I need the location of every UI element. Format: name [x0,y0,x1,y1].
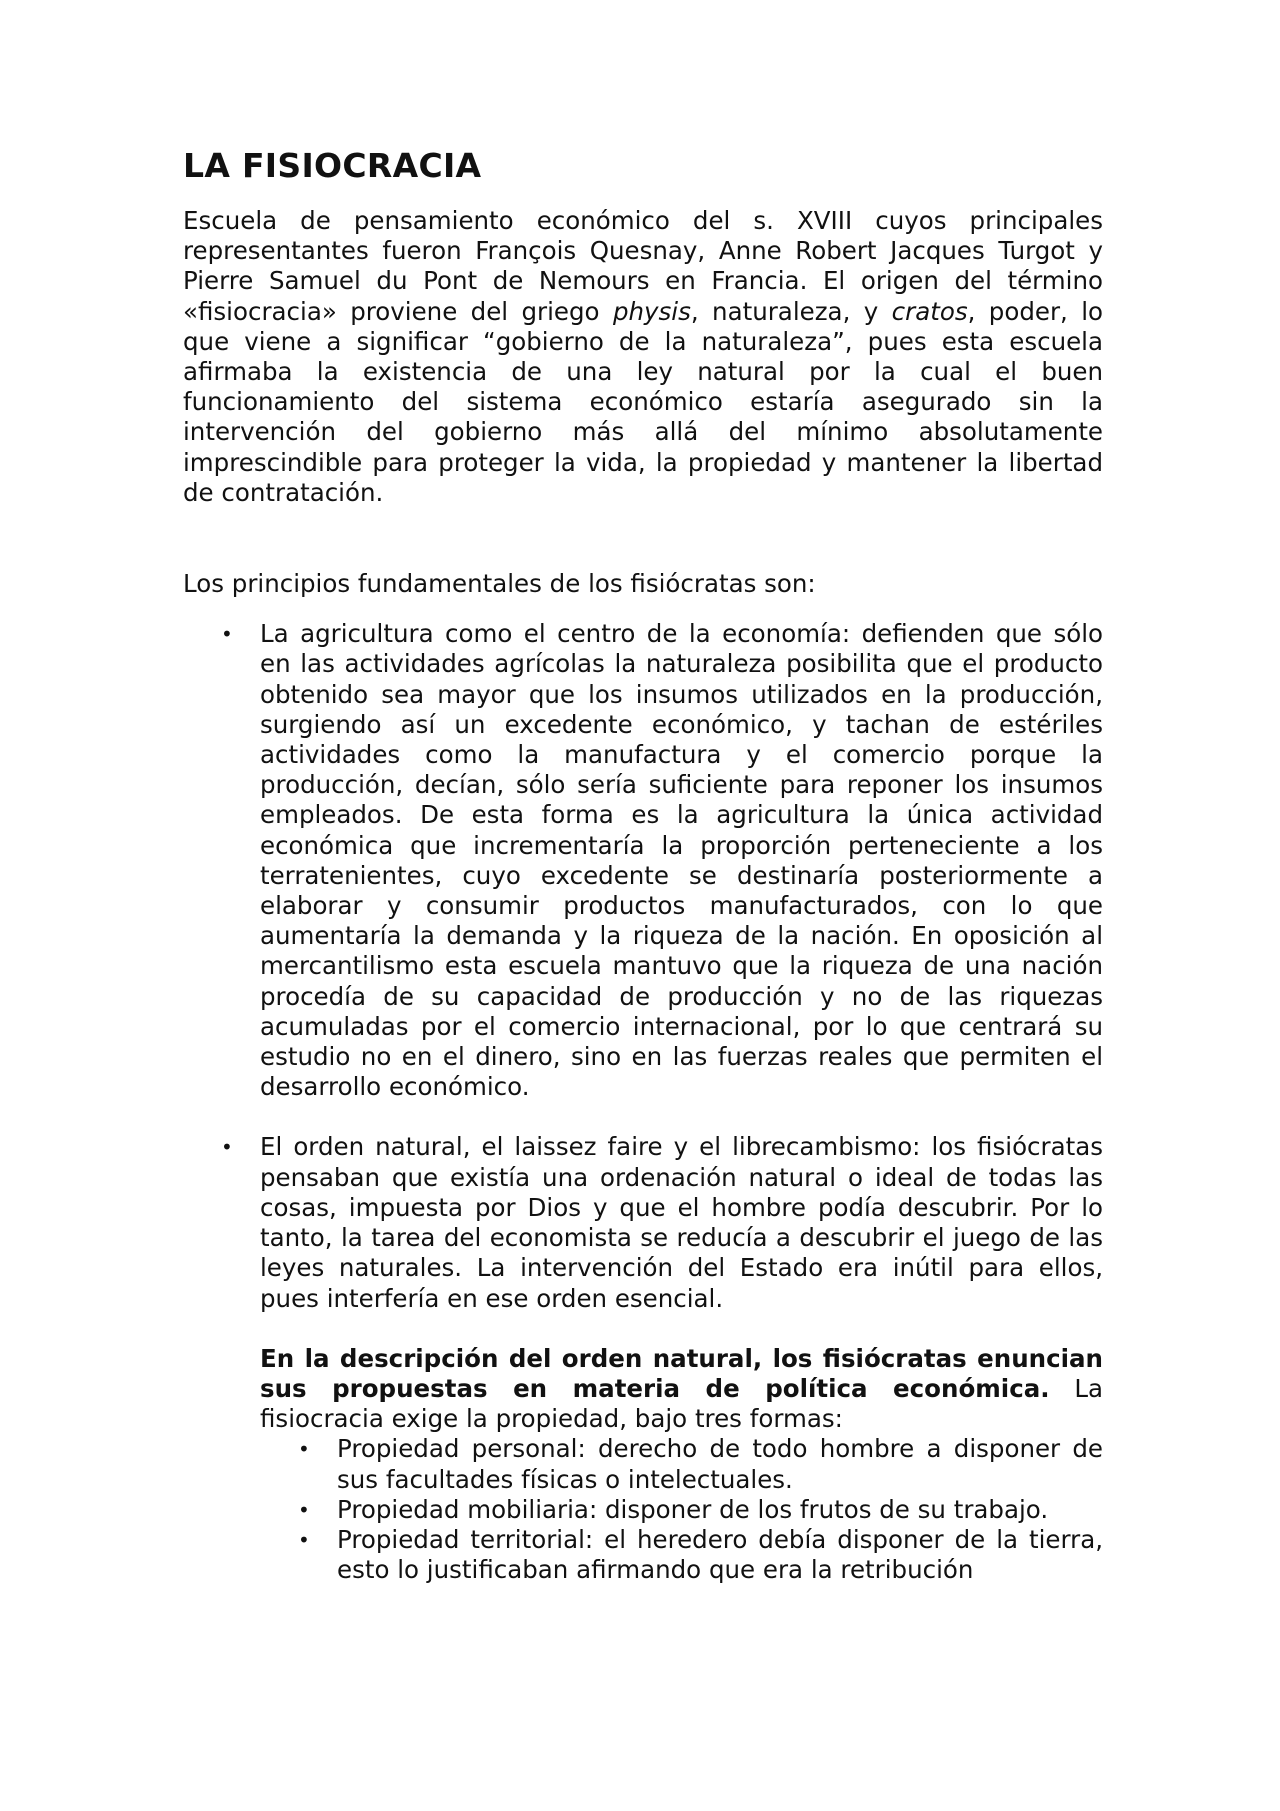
term-cratos: cratos [891,296,968,326]
property-personal: Propiedad personal: derecho de todo hombre a disponer de sus facultades físicas o intelectuales. [337,1434,1103,1494]
bullet-glyph: • [298,1497,310,1522]
intro-text-2: , naturaleza, y [690,296,892,326]
intro-paragraph [183,206,1103,508]
policy-bold-text: En la descripción del orden natural, los fisiócratas enuncian sus propuestas en materia de política económica. [260,1343,1103,1403]
list-item [260,1525,1103,1585]
bullet-glyph: • [221,1135,233,1160]
document-title: LA FISIOCRACIA [183,146,482,185]
property-mobiliaria: Propiedad mobiliaria: disponer de los frutos de su trabajo. [337,1494,1049,1524]
property-forms-list [260,1434,1103,1585]
list-item [183,1132,1103,1585]
term-physis: physis [612,296,691,326]
list-item [183,619,1103,1102]
principle-agriculture: La agricultura como el centro de la economía: defienden que sólo en las actividades agrícolas la naturaleza posibilita que el producto obtenido sea mayor que los insumos utilizados en la producción, surgiendo así un excedente económico, y tachan de estériles actividades como la manufactura y el comercio porque la producción, decían, sólo sería suficiente para reponer los insumos empleados. De esta forma es la agricultura la única actividad económica que incrementaría la proporción perteneciente a los terratenientes, cuyo excedente se destinaría posteriormente a elaborar y consumir productos manufacturados, con lo que aumentaría la demanda y la riqueza de la nación. En oposición al mercantilismo esta escuela mantuvo que la riqueza de una nación procedía de su capacidad de producción y no de las riquezas acumuladas por el comercio internacional, por lo que centrará su estudio no en el dinero, sino en las fuerzas reales que permiten el desarrollo económico. [260,619,1103,1102]
policy-paragraph [260,1344,1103,1435]
principles-lead: Los principios fundamentales de los fisiócratas son: [183,569,816,599]
intro-text-3: , poder, lo que viene a significar “gobierno de la naturaleza”, pues esta escuela afirmaba la existencia de una ley natural por la cual el buen funcionamiento del sistema económico estaría asegurado sin la intervención del gobierno más allá del mínimo absolutamente imprescindible para proteger la vida, la propiedad y mantener la libertad de contratación. [183,296,1103,507]
policy-rest-text: La fisiocracia exige la propiedad, bajo tres formas: [260,1373,1103,1434]
list-item [260,1434,1103,1494]
principles-list [183,619,1103,1585]
bullet-glyph: • [298,1527,310,1552]
list-item [260,1495,1103,1525]
bullet-glyph: • [221,622,233,647]
principle-natural-order: El orden natural, el laissez faire y el librecambismo: los fisiócratas pensaban que existía una ordenación natural o ideal de todas las cosas, impuesta por Dios y que el hombre podía descubrir. Por lo tanto, la tarea del economista se reducía a descubrir el juego de las leyes naturales. La intervención del Estado era inútil para ellos, pues interfería en ese orden esencial. [260,1132,1103,1313]
document-content [183,146,1103,1615]
bullet-glyph: • [298,1437,310,1462]
intro-text-1: Escuela de pensamiento económico del s. XVIII cuyos principales representantes fueron François Quesnay, Anne Robert Jacques Turgot y Pierre Samuel du Pont de Nemours en Francia. El origen del término «fisiocracia» proviene del griego [183,206,1103,326]
property-territorial: Propiedad territorial: el heredero debía disponer de la tierra, esto lo justificaban afirmando que era la retribución [337,1524,1103,1585]
